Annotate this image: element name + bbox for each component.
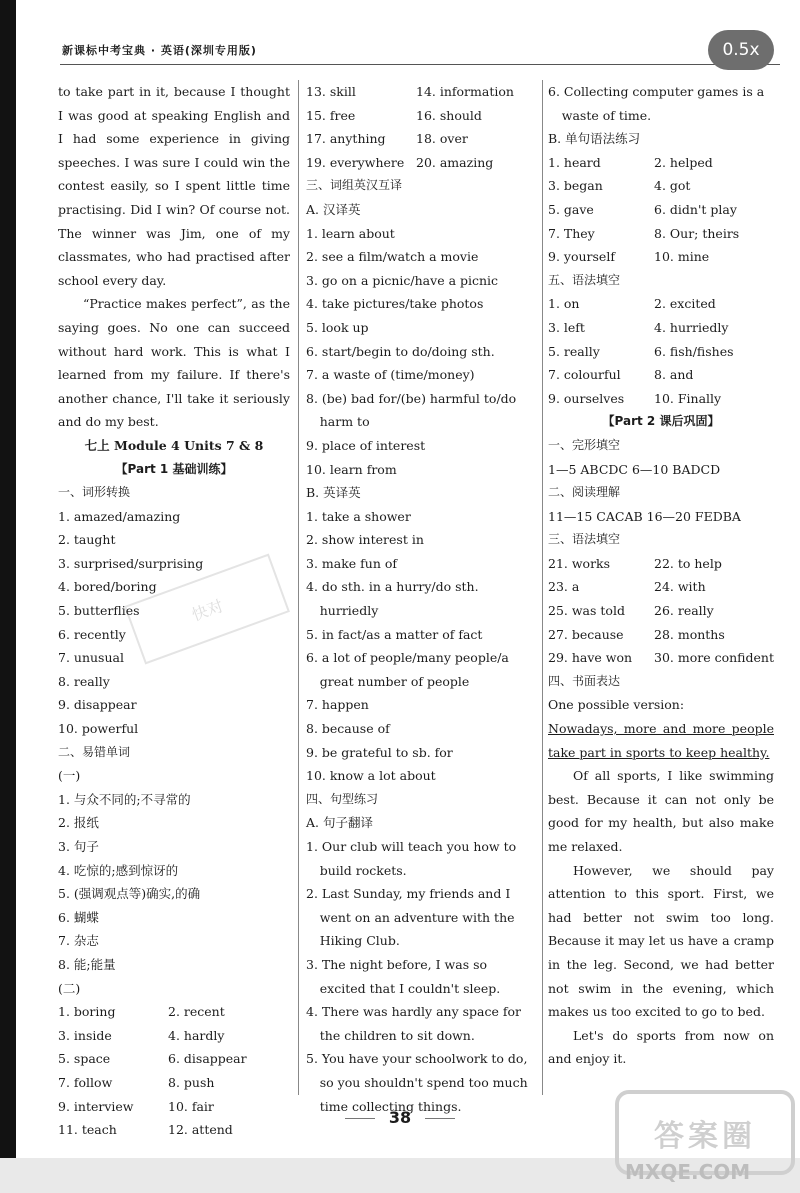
answer-item-row: [306, 127, 534, 151]
answer-item: 10. know a lot about: [306, 768, 436, 784]
answer-item: 8. because of: [306, 721, 390, 737]
answer-item: 6. didn't play: [654, 201, 737, 217]
watermark-stamp: 快对: [124, 554, 290, 665]
answer-item: 1. amazed/amazing: [58, 508, 181, 524]
answer-item: 4. hardly: [168, 1027, 225, 1043]
subsection-label: (一): [58, 768, 81, 784]
answer-item: 2. 报纸: [58, 815, 99, 831]
answer-item-row: [58, 1000, 290, 1024]
answer-item: 1. take a shower: [306, 508, 411, 524]
essay-intro: One possible version:: [548, 697, 685, 713]
essay-paragraph: However, we should pay attention to this sport. First, we had better not swim too long. Because it may let us have a cramp in the leg. Second, we had better not swim in the evening, which makes us too excited to go to bed.: [548, 862, 774, 1020]
answer-item: 10. powerful: [58, 721, 139, 737]
answer-item: 14. information: [416, 84, 514, 99]
answer-item-row: [548, 623, 774, 647]
answer-item-row: [58, 1071, 290, 1095]
answer-item: 27. because: [548, 626, 624, 642]
module-title: 七上 Module 4 Units 7 & 8: [84, 437, 264, 453]
answer-item: 7. a waste of (time/money): [306, 367, 475, 383]
answer-item: 7. happen: [306, 697, 369, 713]
answer-item: 5. You have your schoolwork to do, so you shouldn't spend too much time collecting things.: [306, 1051, 528, 1114]
answer-item: 4. 吃惊的;感到惊讶的: [58, 862, 179, 878]
answer-item: 6. recently: [58, 626, 126, 642]
answer-item: 5. space: [58, 1051, 111, 1067]
answer-item: 10. mine: [654, 249, 710, 265]
list-item: 6. Collecting computer games is a waste of time.: [548, 84, 765, 123]
answer-item: 16. should: [416, 107, 482, 123]
answer-item: 2. see a film/watch a movie: [306, 249, 479, 265]
answer-item: 1. boring: [58, 1004, 116, 1020]
answer-item: 21. works: [548, 555, 611, 571]
left-column: [58, 80, 290, 1142]
answer-item: 5. butterflies: [58, 603, 140, 619]
answer-item: 24. with: [654, 579, 706, 595]
grammar-answer-list: [548, 151, 774, 269]
answer-item: 30. more confident: [654, 650, 774, 666]
answer-item: 3. surprised/surprising: [58, 555, 204, 571]
word-spelling-list-cont: [306, 80, 534, 174]
cloze-answer-list: [548, 292, 774, 410]
answer-item: 4. bored/boring: [58, 579, 157, 595]
passage-paragraph: to take part in it, because I thought I was good at speaking English and I had some experience in giving speeches. I was sure I could win the contest easily, so I spent little time practising. Did I win? Of course not. The winner was Jim, one of my classmates, who had practised after school every day.: [58, 84, 290, 288]
answer-item: 7. follow: [58, 1074, 113, 1090]
answer-item: 7. unusual: [58, 650, 124, 666]
answer-item: 7. 杂志: [58, 933, 99, 949]
answer-item: 6. 蝴蝶: [58, 909, 99, 925]
answer-item-row: [548, 151, 774, 175]
answer-item-row: [548, 198, 774, 222]
book-header: 新课标中考宝典 · 英语(深圳专用版): [62, 44, 257, 57]
watermark-url: MXQE.COM: [625, 1160, 751, 1184]
right-column: [548, 80, 774, 1071]
part-title: 【Part 2 课后巩固】: [602, 414, 720, 429]
header-rule: [60, 64, 780, 65]
phrase-translation-list: [306, 222, 534, 482]
section-heading: 二、易错单词: [58, 744, 131, 759]
answer-item-row: [548, 387, 774, 411]
answer-item: 5. in fact/as a matter of fact: [306, 626, 483, 642]
section-heading: 一、完形填空: [548, 437, 621, 452]
answer-item-row: [306, 151, 534, 175]
answer-item: 9. place of interest: [306, 437, 426, 453]
word-form-list: [58, 505, 290, 741]
answer-item: 2. excited: [654, 296, 716, 312]
page-number-text: 38: [388, 1108, 412, 1127]
section-heading: 三、词组英汉互译: [306, 178, 403, 193]
subsection-label: A. 句子翻译: [306, 815, 373, 831]
answer-item: 13. skill: [306, 84, 356, 99]
sentence-translation-list: [306, 835, 534, 1118]
answer-item: 6. fish/fishes: [654, 343, 734, 359]
answer-item: 3. inside: [58, 1027, 112, 1043]
answer-item: 10. Finally: [654, 390, 722, 406]
page-number-dash: [425, 1118, 455, 1119]
essay-paragraph: Let's do sports from now on and enjoy it.: [548, 1027, 774, 1067]
answer-item: 9. ourselves: [548, 390, 625, 406]
section-heading: 三、语法填空: [548, 532, 621, 547]
answer-item: 3. began: [548, 178, 603, 194]
answer-item-row: [58, 1024, 290, 1048]
answer-item: 4. take pictures/take photos: [306, 296, 484, 312]
answer-item: 8. 能;能量: [58, 956, 116, 972]
answer-item: 9. yourself: [548, 249, 615, 265]
answer-item: 8. really: [58, 673, 110, 689]
answer-item: 15. free: [306, 107, 356, 123]
answer-item: 6. a lot of people/many people/a great number of people: [306, 650, 509, 689]
answer-item-row: [58, 1047, 290, 1071]
subsection-label: B. 单句语法练习: [548, 131, 641, 147]
answer-item-row: [548, 245, 774, 269]
answer-item: 6. start/begin to do/doing sth.: [306, 343, 495, 359]
answer-item: 3. go on a picnic/have a picnic: [306, 272, 499, 288]
answer-item-row: [548, 174, 774, 198]
answer-item: 1. on: [548, 296, 580, 312]
section-heading: 一、词形转换: [58, 485, 131, 500]
answer-item: 11. teach: [58, 1122, 117, 1138]
answer-item: 8. (be) bad for/(be) harmful to/do harm to: [306, 390, 517, 430]
answer-item: 18. over: [416, 131, 468, 147]
answer-line: 11—15 CACAB 16—20 FEDBA: [548, 508, 741, 524]
answer-item-row: [548, 340, 774, 364]
middle-column: [306, 80, 534, 1118]
answer-item: 26. really: [654, 603, 714, 619]
answer-item-row: [306, 104, 534, 128]
answer-item: 3. 句子: [58, 839, 99, 854]
answer-item-row: [548, 292, 774, 316]
answer-item: 29. have won: [548, 650, 633, 666]
answer-item: 7. colourful: [548, 367, 621, 383]
essay-lead-sentence: Nowadays, more and more people take part in sports to keep healthy.: [548, 721, 774, 760]
answer-item: 2. show interest in: [306, 532, 424, 548]
answer-item-row: [548, 646, 774, 670]
essay-paragraph: Of all sports, I like swimming best. Because it can not only be good for my health, but also make me relaxed.: [548, 768, 774, 854]
answer-item: 4. got: [654, 178, 691, 194]
answer-item: 4. do sth. in a hurry/do sth. hurriedly: [306, 579, 479, 619]
answer-item: 4. There was hardly any space for the children to sit down.: [306, 1004, 521, 1043]
answer-item: 8. Our; theirs: [654, 225, 740, 241]
subsection-label: A. 汉译英: [306, 201, 361, 217]
word-meaning-list: [58, 788, 290, 977]
passage-paragraph: “Practice makes perfect”, as the saying goes. No one can succeed without hard work. This is what I learned from my failure. If there's another chance, I'll take it seriously and do my best.: [58, 296, 290, 430]
answer-item-row: [548, 552, 774, 576]
answer-item: 2. Last Sunday, my friends and I went on an adventure with the Hiking Club.: [306, 886, 515, 949]
part-title: 【Part 1 基础训练】: [115, 461, 233, 476]
answer-item: 9. interview: [58, 1098, 134, 1114]
answer-item: 23. a: [548, 579, 580, 595]
zoom-level-button[interactable]: 0.5x: [708, 30, 774, 70]
answer-item: 7. They: [548, 225, 595, 241]
answer-item: 12. attend: [168, 1122, 233, 1138]
section-heading: 五、语法填空: [548, 272, 621, 287]
answer-item: 9. disappear: [58, 697, 137, 713]
answer-item: 3. The night before, I was so excited that I couldn't sleep.: [306, 956, 501, 996]
answer-item: 8. push: [168, 1074, 215, 1090]
answer-item: 2. recent: [168, 1004, 225, 1020]
answer-item: 22. to help: [654, 555, 722, 571]
answer-item-row: [548, 222, 774, 246]
section-heading: 二、阅读理解: [548, 485, 621, 500]
answer-item-row: [548, 575, 774, 599]
phrase-definition-list: [306, 505, 534, 788]
answer-item: 4. hurriedly: [654, 319, 729, 335]
subsection-label: B. 英译英: [306, 485, 361, 501]
answer-item-row: [548, 316, 774, 340]
answer-item: 10. fair: [168, 1098, 214, 1114]
answer-line: 1—5 ABCDC 6—10 BADCD: [548, 461, 721, 477]
answer-item: 2. taught: [58, 532, 116, 548]
answer-item: 25. was told: [548, 603, 625, 619]
answer-item: 5. really: [548, 343, 600, 359]
answer-item: 5. gave: [548, 201, 594, 217]
answer-item: 1. heard: [548, 154, 601, 170]
column-divider-left: [298, 80, 299, 1095]
answer-item: 3. make fun of: [306, 555, 398, 571]
answer-item: 2. helped: [654, 154, 713, 170]
scan-edge-bar: [0, 0, 16, 1160]
answer-item: 19. everywhere: [306, 154, 405, 170]
answer-item: 6. disappear: [168, 1051, 247, 1067]
answer-item: 1. Our club will teach you how to build rockets.: [306, 839, 517, 878]
answer-item: 17. anything: [306, 131, 386, 147]
section-heading: 四、句型练习: [306, 791, 379, 806]
answer-item: 3. left: [548, 319, 585, 335]
answer-item: 1. 与众不同的;不寻常的: [58, 791, 191, 807]
section-heading: 四、书面表达: [548, 673, 621, 688]
watermark-logo: 答案圈: [615, 1090, 795, 1175]
column-divider-right: [542, 80, 543, 1095]
page-number-dash: [345, 1118, 375, 1119]
answer-item: 1. learn about: [306, 225, 395, 241]
answer-item: 10. learn from: [306, 461, 397, 477]
answer-item: 8. and: [654, 367, 694, 383]
answer-item: 5. look up: [306, 319, 369, 335]
answer-item: 28. months: [654, 626, 725, 642]
answer-item: 5. (强调观点等)确实,的确: [58, 886, 201, 902]
answer-item-row: [548, 599, 774, 623]
answer-item: 9. be grateful to sb. for: [306, 744, 453, 760]
answer-item: 20. amazing: [416, 154, 494, 170]
answer-item-row: [548, 363, 774, 387]
subsection-label: (二): [58, 980, 81, 996]
answer-item-row: [306, 80, 534, 104]
grammar-fill-answer-list: [548, 552, 774, 670]
